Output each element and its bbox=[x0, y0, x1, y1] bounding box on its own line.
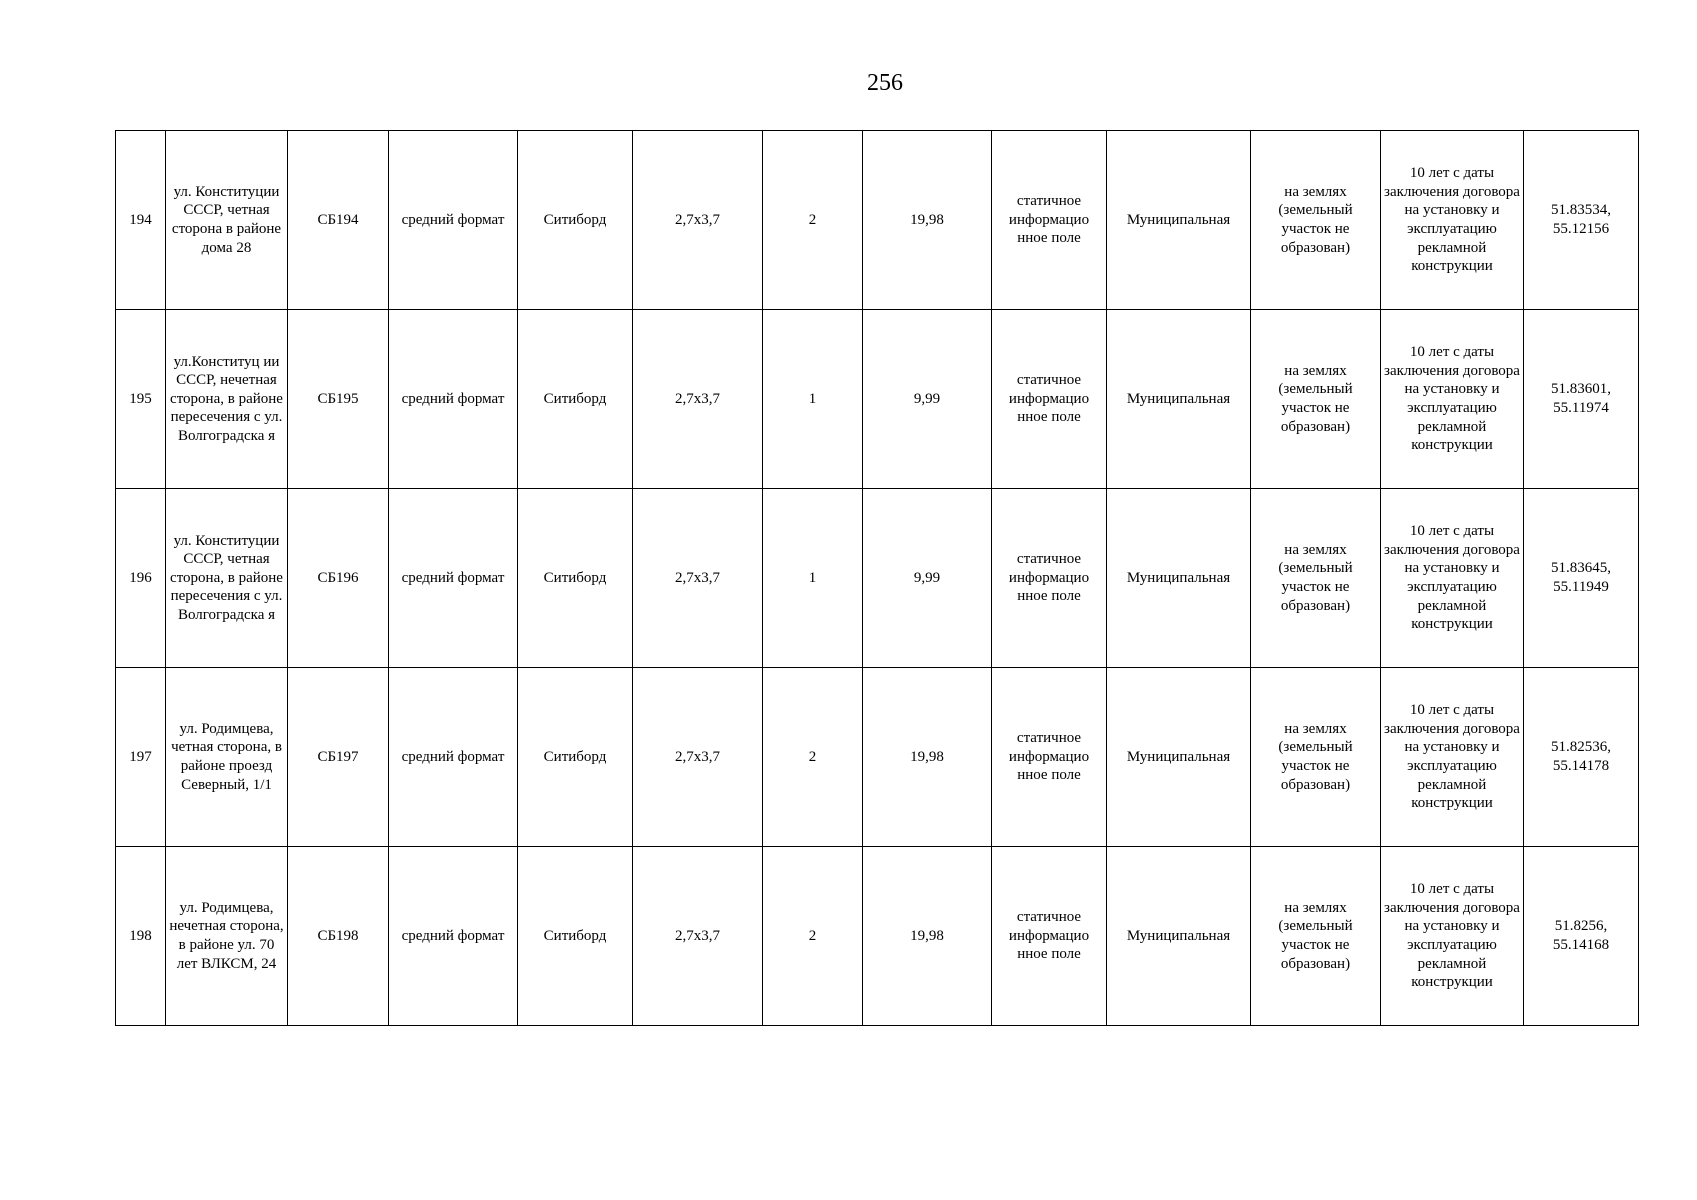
cell-sides: 2 bbox=[763, 131, 863, 310]
cell-sides: 2 bbox=[763, 668, 863, 847]
cell-code: СБ198 bbox=[288, 847, 389, 1026]
cell-land: на землях (земельный участок не образован) bbox=[1251, 847, 1381, 1026]
cell-code: СБ196 bbox=[288, 489, 389, 668]
cell-field-type: статичное информацио нное поле bbox=[992, 131, 1107, 310]
table-row bbox=[116, 131, 1639, 310]
cell-type: Ситиборд bbox=[518, 668, 633, 847]
cell-coords: 51.83534, 55.12156 bbox=[1524, 131, 1639, 310]
cell-term: 10 лет с даты заключения договора на установку и эксплуатацию рекламной конструкции bbox=[1381, 489, 1524, 668]
cell-field-type: статичное информацио нное поле bbox=[992, 847, 1107, 1026]
table-row bbox=[116, 668, 1639, 847]
cell-address: ул.Конституц ии СССР, нечетная сторона, в районе пересечения с ул. Волгоградска я bbox=[166, 310, 288, 489]
cell-field-type: статичное информацио нное поле bbox=[992, 489, 1107, 668]
cell-ownership: Муниципальная bbox=[1107, 131, 1251, 310]
cell-area: 9,99 bbox=[863, 489, 992, 668]
cell-type: Ситиборд bbox=[518, 847, 633, 1026]
cell-sides: 1 bbox=[763, 489, 863, 668]
cell-land: на землях (земельный участок не образован) bbox=[1251, 668, 1381, 847]
cell-field-type: статичное информацио нное поле bbox=[992, 310, 1107, 489]
cell-format: средний формат bbox=[389, 131, 518, 310]
cell-size: 2,7х3,7 bbox=[633, 668, 763, 847]
cell-address: ул. Родимцева, четная сторона, в районе проезд Северный, 1/1 bbox=[166, 668, 288, 847]
cell-size: 2,7х3,7 bbox=[633, 131, 763, 310]
cell-address: ул. Конституции СССР, четная сторона, в районе пересечения с ул. Волгоградска я bbox=[166, 489, 288, 668]
cell-size: 2,7х3,7 bbox=[633, 310, 763, 489]
cell-land: на землях (земельный участок не образован) bbox=[1251, 489, 1381, 668]
cell-land: на землях (земельный участок не образован) bbox=[1251, 310, 1381, 489]
cell-format: средний формат bbox=[389, 668, 518, 847]
page-number: 256 bbox=[867, 70, 903, 96]
cell-num: 195 bbox=[116, 310, 166, 489]
cell-area: 19,98 bbox=[863, 131, 992, 310]
cell-land: на землях (земельный участок не образован) bbox=[1251, 131, 1381, 310]
cell-code: СБ195 bbox=[288, 310, 389, 489]
cell-type: Ситиборд bbox=[518, 489, 633, 668]
table-row bbox=[116, 847, 1639, 1026]
table-row bbox=[116, 310, 1639, 489]
cell-coords: 51.82536, 55.14178 bbox=[1524, 668, 1639, 847]
cell-term: 10 лет с даты заключения договора на установку и эксплуатацию рекламной конструкции bbox=[1381, 131, 1524, 310]
cell-ownership: Муниципальная bbox=[1107, 310, 1251, 489]
cell-size: 2,7х3,7 bbox=[633, 489, 763, 668]
cell-num: 198 bbox=[116, 847, 166, 1026]
cell-format: средний формат bbox=[389, 310, 518, 489]
registry-table bbox=[115, 130, 1639, 1026]
cell-area: 9,99 bbox=[863, 310, 992, 489]
cell-coords: 51.8256, 55.14168 bbox=[1524, 847, 1639, 1026]
cell-type: Ситиборд bbox=[518, 310, 633, 489]
cell-area: 19,98 bbox=[863, 847, 992, 1026]
cell-format: средний формат bbox=[389, 847, 518, 1026]
cell-num: 196 bbox=[116, 489, 166, 668]
cell-code: СБ194 bbox=[288, 131, 389, 310]
cell-ownership: Муниципальная bbox=[1107, 668, 1251, 847]
cell-size: 2,7х3,7 bbox=[633, 847, 763, 1026]
cell-num: 197 bbox=[116, 668, 166, 847]
cell-num: 194 bbox=[116, 131, 166, 310]
cell-address: ул. Конституции СССР, четная сторона в районе дома 28 bbox=[166, 131, 288, 310]
cell-sides: 1 bbox=[763, 310, 863, 489]
cell-field-type: статичное информацио нное поле bbox=[992, 668, 1107, 847]
cell-ownership: Муниципальная bbox=[1107, 489, 1251, 668]
cell-term: 10 лет с даты заключения договора на установку и эксплуатацию рекламной конструкции bbox=[1381, 310, 1524, 489]
cell-format: средний формат bbox=[389, 489, 518, 668]
cell-code: СБ197 bbox=[288, 668, 389, 847]
cell-address: ул. Родимцева, нечетная сторона, в районе ул. 70 лет ВЛКСМ, 24 bbox=[166, 847, 288, 1026]
cell-term: 10 лет с даты заключения договора на установку и эксплуатацию рекламной конструкции bbox=[1381, 847, 1524, 1026]
cell-coords: 51.83601, 55.11974 bbox=[1524, 310, 1639, 489]
cell-term: 10 лет с даты заключения договора на установку и эксплуатацию рекламной конструкции bbox=[1381, 668, 1524, 847]
cell-area: 19,98 bbox=[863, 668, 992, 847]
cell-type: Ситиборд bbox=[518, 131, 633, 310]
cell-coords: 51.83645, 55.11949 bbox=[1524, 489, 1639, 668]
cell-sides: 2 bbox=[763, 847, 863, 1026]
table-row bbox=[116, 489, 1639, 668]
cell-ownership: Муниципальная bbox=[1107, 847, 1251, 1026]
